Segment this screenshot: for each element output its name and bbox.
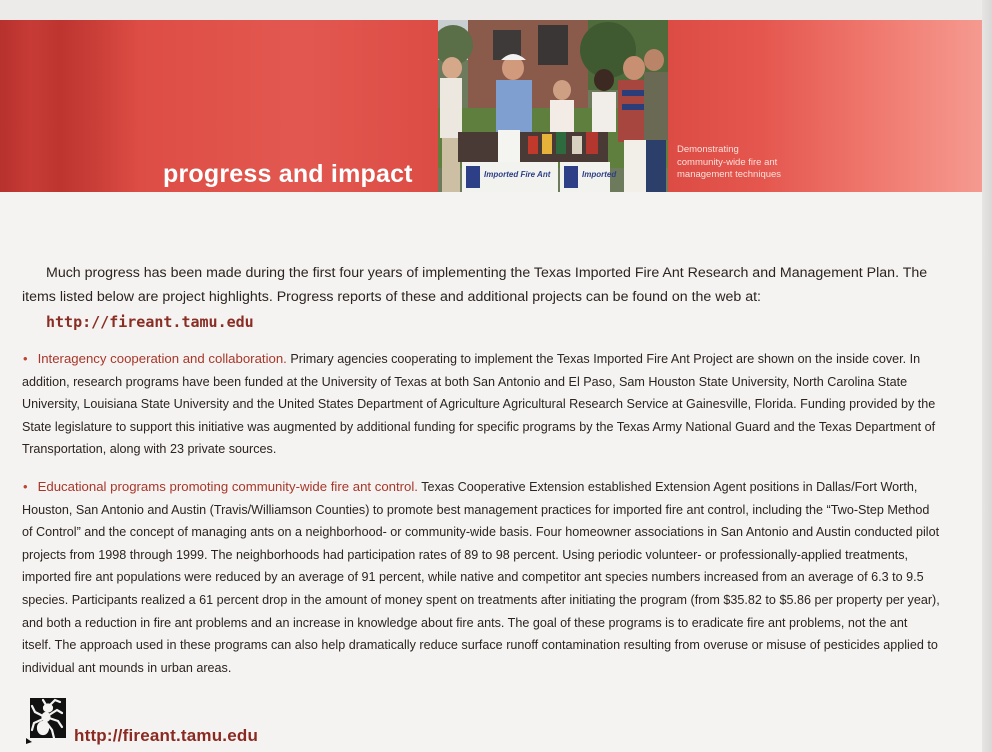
intro-text: Much progress has been made during the first four years of implementing the Texas Imported Fire Ant Research and Management Plan. The items listed below are project highlights. Progress reports of these and additional projects can be found on the web at:	[22, 265, 928, 305]
page-top-margin	[0, 0, 992, 20]
section-heading: Educational programs promoting community-wide fire ant control.	[37, 478, 418, 494]
header-banner	[0, 20, 982, 192]
photo-sign-text: Imported Fire Ant	[484, 170, 551, 179]
main-content	[22, 262, 940, 679]
section-body: Primary agencies cooperating to implement the Texas Imported Fire Ant Project are shown on the inside cover. In addition, research programs have been funded at the University of Texas at both San Antonio and El Paso, Sam Houston State University, North Carolina State University, Louisiana State University and the United States Department of Agriculture Agricultural Research Service at Gainesville, Florida. Funding provided by the State legislature to support this initiative was augmented by additional funding for specific programs by the Texas Army National Guard and the Texas Department of Transportation, along with 23 private sources.	[22, 352, 936, 457]
page-title: progress and impact	[163, 160, 413, 188]
intro-url-link[interactable]: http://fireant.tamu.edu	[46, 313, 254, 331]
section-educational-programs	[22, 476, 940, 679]
bullet-icon: •	[23, 478, 28, 494]
footer-url-link[interactable]: http://fireant.tamu.edu	[74, 726, 259, 745]
caption-line: management techniques	[677, 169, 782, 180]
photo-sign-text-2: Imported	[582, 170, 617, 179]
section-heading: Interagency cooperation and collaboration.	[37, 351, 287, 366]
page-spine-edge	[982, 0, 992, 752]
intro-paragraph	[22, 262, 940, 333]
section-interagency	[22, 348, 940, 461]
demonstration-photo	[438, 20, 668, 192]
section-body: Texas Cooperative Extension established Extension Agent positions in Dallas/Fort Worth, Houston, San Antonio and Austin (Travis/Williamson Counties) to promote best management practices for imported fire ant control, including the “Two-Step Method of Control” and the concept of managing ants on a neighborhood- or community-wide basis. Four homeowner associations in San Antonio and Austin conducted pilot projects from 1998 through 1999. The neighborhoods had participation rates of 89 to 98 percent. Using periodic volunteer- or professionally-applied treatments, imported fire ant populations were reduced by an average of 91 percent, while native and competitor ant species numbers increased from an average of 6.3 to 9.5 species. Participants realized a 61 percent drop in the amount of money spent on treatments after initiating the program (from $35.82 to $5.86 per property per year), and both a reduction in fire ant problems and an increase in knowledge about fire ants. The goal of these programs is to eradicate fire ant problems, not the ant itself. The approach used in these programs can also help dramatically reduce surface runoff contamination resulting from overuse or misuse of pesticides applied to individual ant mounds in urban areas.	[22, 479, 940, 675]
photo-caption	[677, 144, 817, 182]
bullet-icon: •	[23, 351, 28, 366]
banner-shade	[0, 20, 140, 192]
caption-line: community-wide fire ant	[677, 156, 778, 168]
fire-ant-logo-icon	[24, 694, 72, 744]
caption-line: Demonstrating	[677, 144, 739, 155]
